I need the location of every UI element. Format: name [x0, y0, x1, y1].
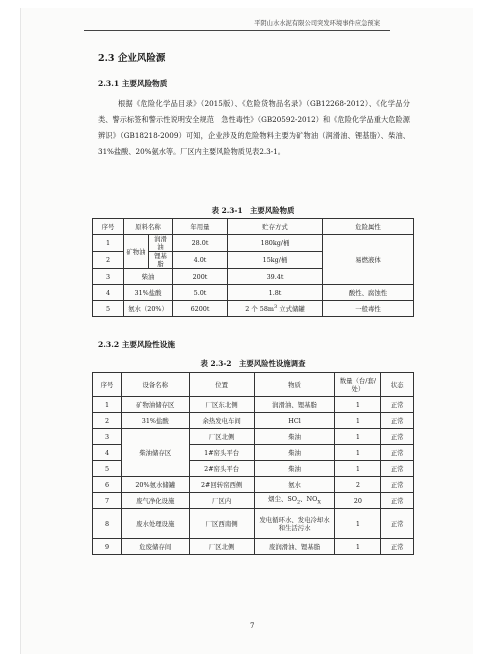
cell: 柴油 — [254, 429, 335, 445]
cell: 发电循环水、发电冷却水和生活污水 — [254, 509, 335, 539]
cell: 矿物油储存区 — [122, 397, 190, 413]
header-cell: 物质 — [254, 373, 335, 397]
cell: 7 — [93, 493, 122, 509]
text: 烟尘、SO — [268, 494, 297, 503]
cell: 5.0t — [173, 285, 228, 301]
cell: 1 — [335, 461, 381, 477]
cell: 31%盐酸 — [122, 413, 190, 429]
cell: HCl — [254, 413, 335, 429]
header-cell: 贮存方式 — [228, 219, 323, 235]
table-row — [93, 413, 414, 429]
header-cell: 年用量 — [173, 219, 228, 235]
running-header: 平阴山水水泥有限公司突发环境事件应急预案 — [254, 20, 380, 27]
cell: 废润滑油、锂基脂 — [254, 539, 335, 555]
cell: 6 — [93, 477, 122, 493]
cell: 1 — [335, 539, 381, 555]
table-row — [93, 397, 414, 413]
cell: 正常 — [381, 539, 414, 555]
cell: 1 — [335, 445, 381, 461]
header-cell: 序号 — [93, 219, 124, 235]
risk-facilities-table — [92, 372, 414, 555]
cell: 酸性、腐蚀性 — [323, 285, 414, 301]
cell: 正常 — [381, 397, 414, 413]
cell: 4 — [93, 285, 124, 301]
cell: 1#窑头平台 — [189, 445, 254, 461]
cell: 31%盐酸 — [124, 285, 173, 301]
cell: 1 — [93, 397, 122, 413]
cell: 锂基脂 — [149, 252, 173, 269]
table2-caption: 表 2.3-2 主要风险性设施调查 — [200, 359, 306, 368]
cell: 8 — [93, 509, 122, 539]
table1-caption: 表 2.3-1 主要风险物质 — [211, 206, 295, 215]
cell: 3 — [93, 269, 124, 285]
table-row — [93, 235, 414, 252]
cell: 2#窑头平台 — [189, 461, 254, 477]
cell: 200t — [173, 269, 228, 285]
cell: 正常 — [381, 461, 414, 477]
cell: 2 — [93, 252, 124, 269]
cell: 正常 — [381, 429, 414, 445]
cell: 厂区北侧 — [189, 539, 254, 555]
subsection-heading-2: 2.3.2 主要风险性设施 — [98, 340, 175, 349]
cell: 厂区东北侧 — [189, 397, 254, 413]
text: X — [317, 499, 321, 506]
table-row — [93, 493, 414, 509]
body-paragraph — [98, 96, 410, 160]
cell: 余热发电车间 — [189, 413, 254, 429]
header-cell: 位置 — [189, 373, 254, 397]
cell: 柴油 — [254, 445, 335, 461]
cell: 正常 — [381, 413, 414, 429]
cell: 氨水（20%） — [124, 301, 173, 317]
cell: 正常 — [381, 477, 414, 493]
header-cell: 危险属性 — [323, 219, 414, 235]
table-row — [93, 285, 414, 301]
cell: 4 — [93, 445, 122, 461]
cell: 15kg/桶 — [228, 252, 323, 269]
cell: 6200t — [173, 301, 228, 317]
header-rule — [84, 30, 390, 31]
text: 3 — [273, 304, 278, 311]
cell: 1 — [335, 397, 381, 413]
header-cell: 数量（台/套/处） — [335, 373, 381, 397]
paragraph-text: 根据《危险化学品目录》（2015版）、《危险货物品名录》（GB12268-2012）、《化学品分类、警示标签和警示性说明安全规范 急性毒性》（GB20592-2012）和《危险化学品重大危险源辨识》（GB18218-2009）可知，企业涉及的危险物料主要为矿物油（润滑油、锂基脂）、柴油、31%盐酸、20%氨水等。厂区内主要风险物质见表2.3-1。 — [98, 99, 410, 156]
cell: 氨水 — [254, 477, 335, 493]
cell: 1 — [335, 429, 381, 445]
cell: 矿物油 — [124, 235, 149, 269]
cell: 1 — [335, 413, 381, 429]
cell: 2 — [335, 477, 381, 493]
cell: 5 — [93, 461, 122, 477]
cell: 废气净化设施 — [122, 493, 190, 509]
cell: 一般毒性 — [323, 301, 414, 317]
cell: 9 — [93, 539, 122, 555]
cell: 正常 — [381, 445, 414, 461]
cell: 2 — [93, 413, 122, 429]
cell: 厂区内 — [189, 493, 254, 509]
cell: 180kg/桶 — [228, 235, 323, 252]
cell: 柴油 — [124, 269, 173, 285]
cell: 4.0t — [173, 252, 228, 269]
cell: 润滑油、锂基脂 — [254, 397, 335, 413]
risk-substances-table — [92, 218, 414, 317]
cell: 危废储存间 — [122, 539, 190, 555]
table-row — [93, 477, 414, 493]
cell: 易燃液体 — [323, 235, 414, 285]
cell: 柴油 — [254, 461, 335, 477]
cell: 5 — [93, 301, 124, 317]
cell: 废水处理设施 — [122, 509, 190, 539]
table-row — [93, 429, 414, 445]
cell: 20 — [335, 493, 381, 509]
cell: 28.0t — [173, 235, 228, 252]
subsection-heading-1: 2.3.1 主要风险物质 — [98, 79, 168, 88]
cell: 39.4t — [228, 269, 323, 285]
table-row — [93, 539, 414, 555]
text: 2 — [296, 499, 301, 506]
cell: 1.8t — [228, 285, 323, 301]
text: 2 个 58m — [245, 305, 274, 314]
header-cell: 设备名称 — [122, 373, 190, 397]
cell: 润滑油 — [149, 235, 173, 252]
text: 、NO — [300, 494, 318, 503]
cell: 1 — [93, 235, 124, 252]
cell — [228, 301, 323, 317]
cell: 3 — [93, 429, 122, 445]
cell: 厂区西南侧 — [189, 509, 254, 539]
header-cell: 状态 — [381, 373, 414, 397]
cell: 2#回转窑西侧 — [189, 477, 254, 493]
cell: 正常 — [381, 493, 414, 509]
cell: 正常 — [381, 509, 414, 539]
table-row — [93, 509, 414, 539]
header-cell: 原料名称 — [124, 219, 173, 235]
cell: 厂区北侧 — [189, 429, 254, 445]
cell: 柴油储存区 — [122, 429, 190, 477]
header-cell: 序号 — [93, 373, 122, 397]
cell: 20%氨水储罐 — [122, 477, 190, 493]
page-number: 7 — [250, 622, 255, 630]
table-header-row — [93, 373, 414, 397]
table-header-row — [93, 219, 414, 235]
text: 立式储罐 — [277, 305, 305, 314]
cell: 1 — [335, 509, 381, 539]
cell — [254, 493, 335, 509]
table-row — [93, 301, 414, 317]
section-heading: 2.3 企业风险源 — [98, 53, 166, 64]
